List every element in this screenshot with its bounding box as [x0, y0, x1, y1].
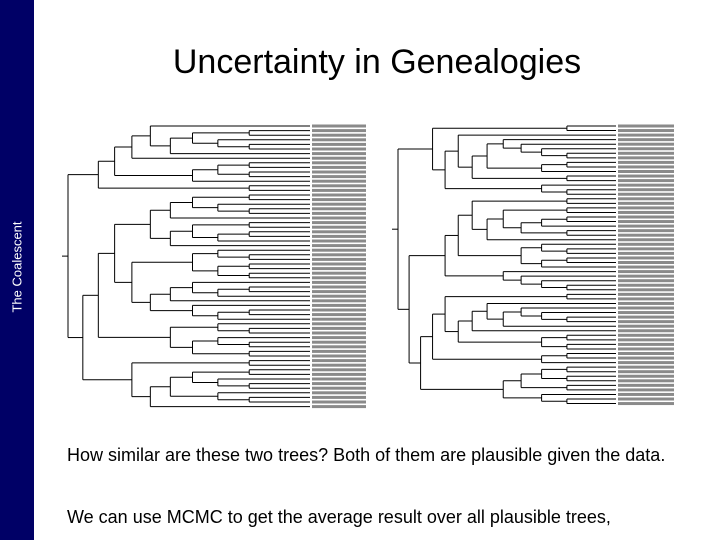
tree-leaf-label: [312, 373, 366, 376]
tree-leaf-label: [618, 238, 674, 241]
tree-leaf-label: [618, 343, 674, 346]
tree-leaf-label: [618, 279, 674, 282]
tree-leaf-label: [618, 256, 674, 259]
tree-leaf-label: [618, 379, 674, 382]
tree-leaf-label: [618, 334, 674, 337]
tree-leaf-label: [312, 295, 366, 298]
tree-leaf-label: [312, 125, 366, 128]
tree-leaf-label: [312, 350, 366, 353]
tree-leaf-label: [312, 272, 366, 275]
tree-leaf-label: [312, 258, 366, 261]
tree-right-svg: [370, 120, 678, 416]
tree-leaf-label: [618, 270, 674, 273]
sidebar-band: [0, 0, 34, 540]
tree-leaf-label: [618, 170, 674, 173]
tree-leaf-label: [312, 382, 366, 385]
tree-leaf-label: [312, 364, 366, 367]
tree-leaf-label: [312, 304, 366, 307]
tree-leaf-label: [312, 253, 366, 256]
tree-leaf-label: [312, 235, 366, 238]
tree-leaf-label: [312, 378, 366, 381]
tree-leaf-label: [618, 156, 674, 159]
tree-leaf-label: [312, 276, 366, 279]
tree-leaf-label: [618, 138, 674, 141]
body-paragraph-question: How similar are these two trees? Both of them are plausible given the data.: [67, 445, 666, 465]
tree-leaf-label: [312, 194, 366, 197]
tree-leaf-label: [312, 189, 366, 192]
tree-leaf-label: [312, 240, 366, 243]
tree-leaf-label: [312, 244, 366, 247]
body-paragraph-mcmc: We can use MCMC to get the average result over all plausible trees,: [67, 507, 611, 527]
tree-leaf-label: [618, 179, 674, 182]
tree-leaf-label: [618, 193, 674, 196]
tree-leaf-label: [618, 361, 674, 364]
tree-leaf-label: [312, 263, 366, 266]
tree-leaf-label: [618, 388, 674, 391]
tree-leaf-label: [618, 211, 674, 214]
tree-leaf-label: [618, 220, 674, 223]
tree-leaf-label: [618, 307, 674, 310]
tree-leaf-label: [312, 355, 366, 358]
tree-leaf-label: [312, 391, 366, 394]
tree-leaf-label: [618, 129, 674, 132]
tree-leaf-label: [618, 325, 674, 328]
tree-leaf-label: [618, 384, 674, 387]
tree-leaf-label: [618, 184, 674, 187]
tree-leaf-label: [618, 316, 674, 319]
tree-leaf-label: [312, 368, 366, 371]
tree-leaf-label: [312, 281, 366, 284]
tree-leaf-label: [312, 322, 366, 325]
tree-leaf-label: [312, 336, 366, 339]
tree-leaf-label: [312, 134, 366, 137]
tree-leaf-label: [618, 293, 674, 296]
tree-leaf-label: [312, 198, 366, 201]
tree-leaf-label: [312, 180, 366, 183]
tree-leaf-label: [618, 357, 674, 360]
tree-leaf-label: [312, 148, 366, 151]
tree-leaf-label: [618, 347, 674, 350]
tree-leaf-label: [312, 327, 366, 330]
tree-leaf-label: [618, 225, 674, 228]
tree-leaf-label: [618, 275, 674, 278]
tree-leaf-label: [618, 216, 674, 219]
tree-leaf-label: [312, 309, 366, 312]
tree-leaf-label: [618, 375, 674, 378]
tree-leaf-label: [618, 147, 674, 150]
tree-leaf-label: [312, 405, 366, 408]
tree-leaf-label: [618, 125, 674, 128]
tree-leaf-label: [618, 229, 674, 232]
tree-leaf-label: [618, 188, 674, 191]
tree-leaf-label: [618, 302, 674, 305]
tree-leaf-label: [618, 161, 674, 164]
tree-leaf-label: [618, 175, 674, 178]
tree-leaf-label: [618, 152, 674, 155]
genealogy-tree-left: [54, 120, 370, 420]
tree-leaf-label: [618, 329, 674, 332]
tree-leaf-label: [618, 202, 674, 205]
tree-leaf-label: [312, 359, 366, 362]
tree-leaf-label: [312, 143, 366, 146]
sidebar-label: The Coalescent: [9, 221, 25, 313]
tree-leaf-label: [312, 396, 366, 399]
tree-leaf-label: [618, 197, 674, 200]
tree-leaf-label: [312, 332, 366, 335]
tree-leaf-label: [312, 138, 366, 141]
tree-leaf-label: [312, 171, 366, 174]
tree-leaf-label: [312, 217, 366, 220]
tree-leaf-label: [312, 221, 366, 224]
tree-leaf-label: [312, 249, 366, 252]
tree-leaf-label: [312, 401, 366, 404]
tree-leaf-label: [618, 284, 674, 287]
tree-leaf-label: [312, 161, 366, 164]
tree-leaf-label: [312, 157, 366, 160]
tree-leaf-label: [618, 247, 674, 250]
tree-leaf-label: [312, 318, 366, 321]
tree-leaf-label: [618, 402, 674, 405]
tree-leaf-label: [618, 234, 674, 237]
tree-leaf-label: [312, 230, 366, 233]
tree-leaf-label: [618, 165, 674, 168]
tree-leaf-label: [618, 338, 674, 341]
tree-leaf-label: [618, 288, 674, 291]
tree-leaf-label: [312, 212, 366, 215]
tree-leaf-label: [618, 143, 674, 146]
tree-leaf-label: [312, 207, 366, 210]
tree-leaf-label: [312, 129, 366, 132]
tree-leaf-label: [312, 341, 366, 344]
tree-leaf-label: [312, 152, 366, 155]
slide-title: Uncertainty in Genealogies: [172, 43, 582, 81]
tree-leaf-label: [618, 134, 674, 137]
tree-leaf-label: [618, 370, 674, 373]
genealogy-tree-right: [370, 120, 678, 416]
tree-leaf-label: [618, 398, 674, 401]
tree-leaf-label: [618, 311, 674, 314]
tree-leaf-label: [618, 252, 674, 255]
tree-leaf-label: [312, 226, 366, 229]
tree-leaf-label: [312, 184, 366, 187]
tree-leaf-label: [312, 290, 366, 293]
tree-leaf-label: [618, 320, 674, 323]
tree-leaf-label: [618, 297, 674, 300]
tree-leaf-label: [618, 352, 674, 355]
tree-leaf-label: [618, 366, 674, 369]
tree-leaf-label: [312, 387, 366, 390]
tree-leaf-label: [312, 299, 366, 302]
tree-leaf-label: [618, 266, 674, 269]
tree-leaf-label: [618, 261, 674, 264]
tree-left-svg: [54, 120, 370, 420]
tree-leaf-label: [618, 243, 674, 246]
tree-leaf-label: [312, 175, 366, 178]
tree-leaf-label: [312, 267, 366, 270]
tree-leaf-label: [618, 206, 674, 209]
tree-leaf-label: [312, 345, 366, 348]
tree-leaf-label: [312, 203, 366, 206]
tree-leaf-label: [312, 166, 366, 169]
tree-leaf-label: [618, 393, 674, 396]
tree-leaf-label: [312, 286, 366, 289]
tree-leaf-label: [312, 313, 366, 316]
